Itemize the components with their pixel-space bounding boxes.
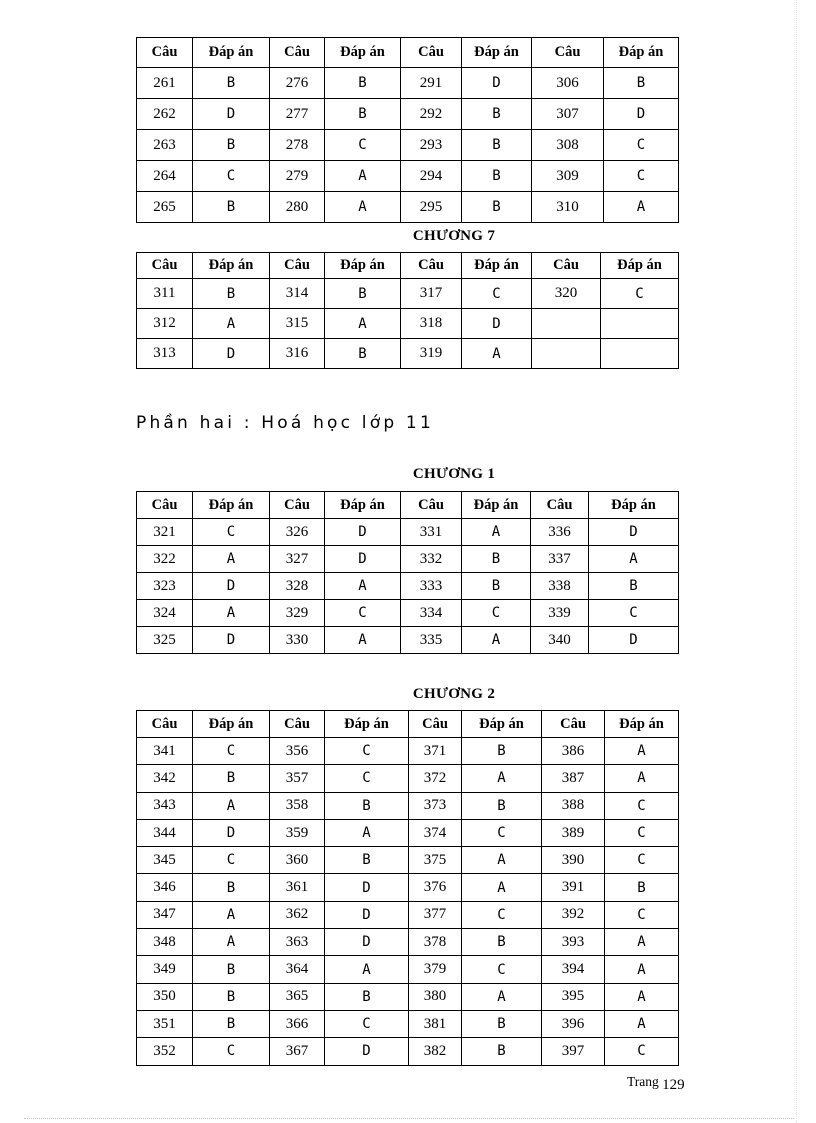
answer-letter: B [325,68,401,99]
table-row [137,792,679,819]
header-cau: Câu [270,711,325,738]
question-number: 279 [270,161,325,192]
header-dap-an: Đáp án [193,38,270,68]
question-number: 318 [401,309,462,339]
question-number: 341 [137,738,193,765]
question-number: 326 [270,519,325,546]
answer-letter: B [193,130,270,161]
answer-letter: D [325,519,401,546]
question-number: 374 [409,819,462,846]
table-row [137,819,679,846]
answer-letter: B [462,1010,542,1037]
answer-letter: B [325,99,401,130]
answer-letter: B [462,161,532,192]
answer-letter: C [193,161,270,192]
answer-letter: C [325,765,409,792]
header-dap-an: Đáp án [604,38,679,68]
question-number: 373 [409,792,462,819]
question-number: 328 [270,573,325,600]
answer-letter: A [462,339,532,369]
header-dap-an: Đáp án [193,492,270,519]
table-row [137,130,679,161]
question-number: 312 [137,309,193,339]
answer-letter: D [193,573,270,600]
answer-letter: C [325,600,401,627]
answer-table-chapter-7 [136,252,679,369]
question-number: 376 [409,874,462,901]
question-number [532,309,601,339]
table-row [137,309,679,339]
question-number: 334 [401,600,462,627]
header-cau: Câu [270,492,325,519]
question-number: 278 [270,130,325,161]
question-number: 357 [270,765,325,792]
answer-letter: B [462,929,542,956]
question-number: 387 [542,765,605,792]
question-number: 366 [270,1010,325,1037]
question-number: 367 [270,1038,325,1065]
question-number: 261 [137,68,193,99]
table-row [137,192,679,223]
answer-letter: A [193,546,270,573]
answer-letter: A [193,309,270,339]
question-number: 263 [137,130,193,161]
table-row [137,901,679,928]
header-cau: Câu [542,711,605,738]
answer-letter [601,339,679,369]
answer-letter: A [325,161,401,192]
answer-letter: D [589,627,679,654]
question-number: 338 [531,573,589,600]
page-edge-bottom [24,1118,794,1119]
question-number: 265 [137,192,193,223]
question-number: 346 [137,874,193,901]
header-dap-an: Đáp án [325,492,401,519]
header-cau: Câu [137,492,193,519]
header-cau: Câu [137,253,193,279]
answer-letter: B [462,192,532,223]
chapter-7-title: CHƯƠNG 7 [412,228,496,244]
question-number: 339 [531,600,589,627]
answer-letter: B [604,68,679,99]
answer-letter: C [193,738,270,765]
question-number: 317 [401,279,462,309]
question-number: 331 [401,519,462,546]
table-row [137,546,679,573]
footer-label: Trang [627,1074,659,1089]
question-number: 311 [137,279,193,309]
header-dap-an: Đáp án [605,711,679,738]
answer-letter: B [193,956,270,983]
answer-letter: C [605,792,679,819]
question-number [532,339,601,369]
table-row [137,600,679,627]
question-number: 262 [137,99,193,130]
answer-letter: D [193,99,270,130]
answer-letter: B [462,99,532,130]
question-number: 388 [542,792,605,819]
question-number: 349 [137,956,193,983]
table-row [137,983,679,1010]
question-number: 309 [532,161,604,192]
question-number: 359 [270,819,325,846]
answer-letter [601,309,679,339]
question-number: 329 [270,600,325,627]
question-number: 347 [137,901,193,928]
header-cau: Câu [137,711,193,738]
answer-letter: D [462,309,532,339]
table-row [137,573,679,600]
answer-letter: B [325,847,409,874]
answer-letter: B [193,68,270,99]
question-number: 306 [532,68,604,99]
question-number: 336 [531,519,589,546]
question-number: 293 [401,130,462,161]
question-number: 330 [270,627,325,654]
question-number: 390 [542,847,605,874]
answer-letter: B [462,546,531,573]
question-number: 352 [137,1038,193,1065]
header-cau: Câu [401,38,462,68]
answer-letter: D [325,874,409,901]
answer-letter: B [589,573,679,600]
question-number: 364 [270,956,325,983]
question-number: 295 [401,192,462,223]
answer-letter: B [462,792,542,819]
question-number: 397 [542,1038,605,1065]
question-number: 327 [270,546,325,573]
answer-letter: B [462,573,531,600]
answer-letter: A [605,765,679,792]
table-row [137,339,679,369]
question-number: 340 [531,627,589,654]
question-number: 362 [270,901,325,928]
answer-letter: D [193,627,270,654]
answer-letter: B [193,279,270,309]
question-number: 391 [542,874,605,901]
question-number: 393 [542,929,605,956]
question-number: 343 [137,792,193,819]
answer-letter: A [193,929,270,956]
header-cau: Câu [531,492,589,519]
chapter-1-title: CHƯƠNG 1 [412,466,496,482]
answer-letter: B [325,339,401,369]
question-number: 308 [532,130,604,161]
answer-letter: A [193,600,270,627]
answer-letter: D [589,519,679,546]
answer-letter: C [604,130,679,161]
header-dap-an: Đáp án [601,253,679,279]
answer-letter: A [604,192,679,223]
answer-letter: A [325,819,409,846]
table-row [137,279,679,309]
question-number: 320 [532,279,601,309]
answer-letter: A [462,847,542,874]
table-row [137,1038,679,1065]
answer-letter: C [462,819,542,846]
question-number: 358 [270,792,325,819]
answer-letter: A [605,956,679,983]
answer-letter: A [605,738,679,765]
question-number: 322 [137,546,193,573]
question-number: 351 [137,1010,193,1037]
header-dap-an: Đáp án [462,492,531,519]
answer-letter: D [325,546,401,573]
question-number: 314 [270,279,325,309]
question-number: 277 [270,99,325,130]
answer-letter: C [605,901,679,928]
question-number: 386 [542,738,605,765]
header-dap-an: Đáp án [462,253,532,279]
answer-letter: A [462,627,531,654]
question-number: 280 [270,192,325,223]
answer-letter: A [462,983,542,1010]
answer-letter: C [193,847,270,874]
answer-letter: C [605,1038,679,1065]
header-dap-an: Đáp án [589,492,679,519]
answer-letter: A [589,546,679,573]
answer-letter: A [325,192,401,223]
question-number: 335 [401,627,462,654]
question-number: 310 [532,192,604,223]
answer-letter: B [462,1038,542,1065]
question-number: 307 [532,99,604,130]
question-number: 319 [401,339,462,369]
answer-letter: B [462,738,542,765]
answer-letter: B [193,765,270,792]
question-number: 381 [409,1010,462,1037]
answer-letter: C [604,161,679,192]
header-dap-an: Đáp án [325,38,401,68]
answer-letter: A [605,929,679,956]
answer-letter: A [462,519,531,546]
question-number: 360 [270,847,325,874]
table-row [137,627,679,654]
header-cau: Câu [532,38,604,68]
question-number: 321 [137,519,193,546]
header-cau: Câu [401,492,462,519]
question-number: 371 [409,738,462,765]
question-number: 379 [409,956,462,983]
question-number: 365 [270,983,325,1010]
question-number: 264 [137,161,193,192]
answer-letter: B [193,192,270,223]
table-row [137,738,679,765]
answer-letter: C [325,1010,409,1037]
question-number: 344 [137,819,193,846]
answer-letter: B [462,130,532,161]
table-row [137,99,679,130]
question-number: 345 [137,847,193,874]
table-row [137,1010,679,1037]
table-row [137,68,679,99]
table-row [137,847,679,874]
header-dap-an: Đáp án [462,711,542,738]
answer-letter: D [325,929,409,956]
header-cau: Câu [409,711,462,738]
answer-letter: B [193,1010,270,1037]
answer-letter: C [462,279,532,309]
question-number: 333 [401,573,462,600]
answer-table-top [136,37,679,223]
table-row [137,929,679,956]
page-number: 129 [662,1077,685,1093]
part-two-title: Phần hai : Hoá học lớp 11 [136,413,434,433]
question-number: 313 [137,339,193,369]
question-number: 324 [137,600,193,627]
answer-letter: D [325,1038,409,1065]
question-number: 323 [137,573,193,600]
answer-letter: A [605,1010,679,1037]
answer-table-chapter-1 [136,491,679,654]
question-number: 361 [270,874,325,901]
question-number: 392 [542,901,605,928]
answer-letter: C [462,956,542,983]
answer-letter: D [462,68,532,99]
question-number: 389 [542,819,605,846]
header-cau: Câu [270,253,325,279]
answer-letter: A [193,792,270,819]
answer-letter: C [605,819,679,846]
answer-letter: B [325,279,401,309]
table-row [137,519,679,546]
question-number: 342 [137,765,193,792]
answer-letter: B [325,792,409,819]
header-cau: Câu [137,38,193,68]
answer-letter: B [193,874,270,901]
table-row [137,161,679,192]
answer-letter: C [193,519,270,546]
question-number: 291 [401,68,462,99]
answer-letter: D [604,99,679,130]
question-number: 292 [401,99,462,130]
answer-table-chapter-2 [136,710,679,1066]
table-row [137,874,679,901]
answer-letter: D [325,901,409,928]
header-dap-an: Đáp án [193,711,270,738]
header-cau: Câu [401,253,462,279]
question-number: 382 [409,1038,462,1065]
question-number: 394 [542,956,605,983]
answer-letter: A [462,765,542,792]
question-number: 380 [409,983,462,1010]
answer-letter: C [193,1038,270,1065]
question-number: 315 [270,309,325,339]
answer-letter: C [601,279,679,309]
answer-letter: A [325,573,401,600]
header-dap-an: Đáp án [325,253,401,279]
question-number: 377 [409,901,462,928]
page-edge-right [796,0,797,1123]
answer-letter: A [462,874,542,901]
answer-letter: C [462,901,542,928]
answer-letter: A [605,983,679,1010]
question-number: 337 [531,546,589,573]
answer-letter: A [193,901,270,928]
header-dap-an: Đáp án [193,253,270,279]
question-number: 375 [409,847,462,874]
answer-letter: B [605,874,679,901]
page-footer [627,1074,685,1091]
header-cau: Câu [532,253,601,279]
question-number: 356 [270,738,325,765]
answer-letter: A [325,627,401,654]
question-number: 395 [542,983,605,1010]
table-row [137,956,679,983]
question-number: 363 [270,929,325,956]
question-number: 276 [270,68,325,99]
question-number: 378 [409,929,462,956]
answer-letter: A [325,956,409,983]
header-dap-an: Đáp án [462,38,532,68]
question-number: 316 [270,339,325,369]
question-number: 294 [401,161,462,192]
answer-letter: C [325,130,401,161]
answer-letter: B [325,983,409,1010]
question-number: 325 [137,627,193,654]
answer-letter: C [589,600,679,627]
header-dap-an: Đáp án [325,711,409,738]
question-number: 372 [409,765,462,792]
answer-letter: D [193,339,270,369]
chapter-2-title: CHƯƠNG 2 [412,686,496,702]
question-number: 350 [137,983,193,1010]
answer-letter: D [193,819,270,846]
answer-letter: A [325,309,401,339]
answer-letter: C [605,847,679,874]
question-number: 396 [542,1010,605,1037]
answer-letter: C [325,738,409,765]
table-row [137,765,679,792]
header-cau: Câu [270,38,325,68]
answer-letter: C [462,600,531,627]
question-number: 332 [401,546,462,573]
question-number: 348 [137,929,193,956]
answer-letter: B [193,983,270,1010]
